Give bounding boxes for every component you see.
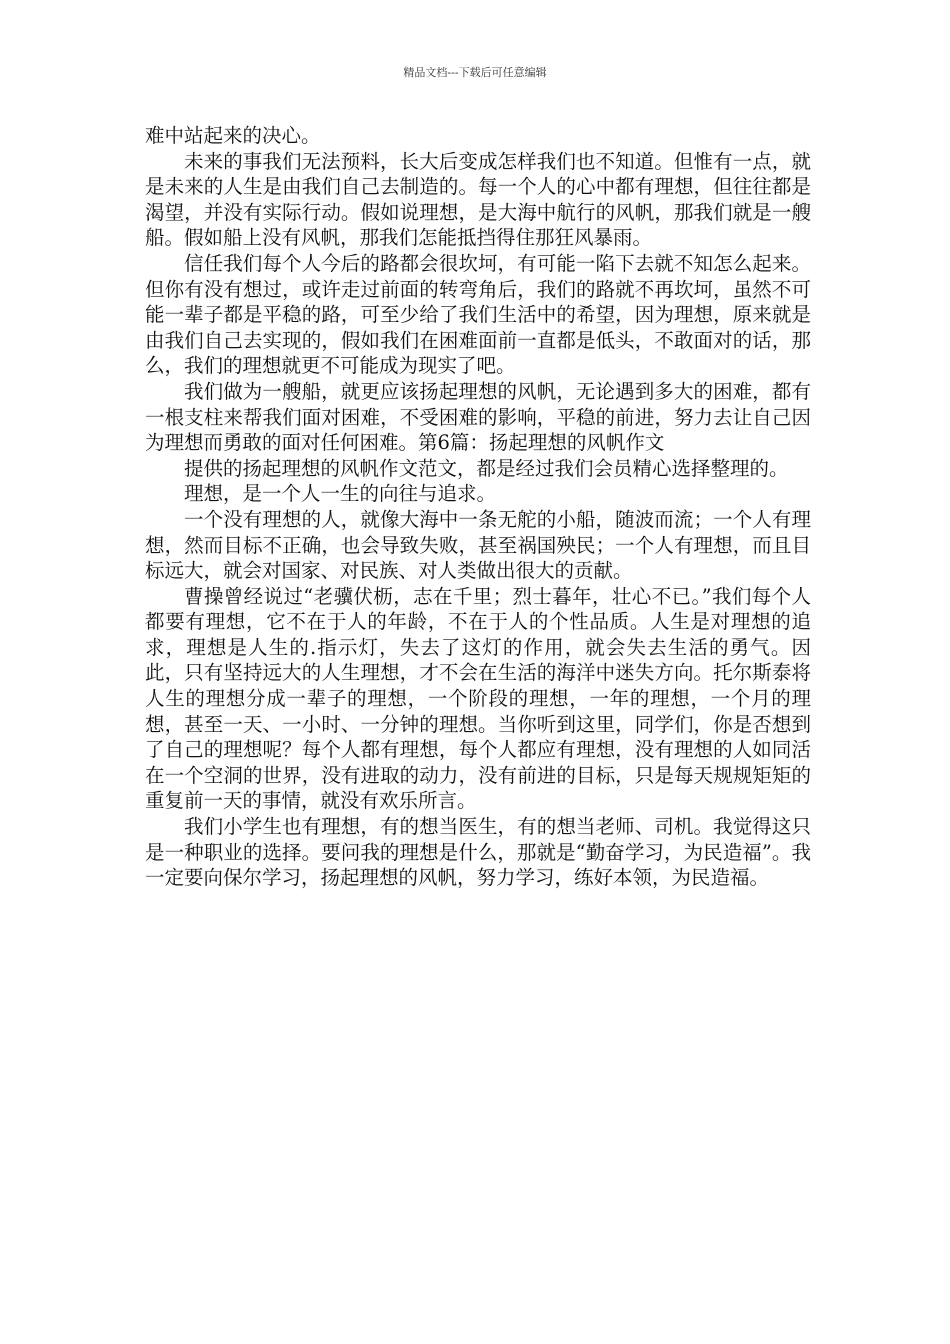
- paragraph: 未来的事我们无法预料，长大后变成怎样我们也不知道。但惟有一点，就是未来的人生是由我们自己去制造的。每一个人的心中都有理想，但往往都是渴望，并没有实际行动。假如说理想，是大海中航行的风帆，那我们就是一艘船。假如船上没有风帆，那我们怎能抵挡得住那狂风暴雨。: [145, 149, 811, 250]
- paragraph: 理想，是一个人一生的向往与追求。: [184, 482, 497, 506]
- page-header: 精品文档---下载后可任意编辑: [403, 66, 547, 79]
- paragraph: 曹操曾经说过“老骥伏枥，志在千里；烈士暮年，壮心不已。”我们每个人都要有理想，它不在于人的年龄，不在于人的个性品质。人生是对理想的追求，理想是人生的.指示灯，失去了这灯的作用，就会失去生活的勇气。因此，只有坚持远大的人生理想，才不会在生活的海洋中迷失方向。托尔斯泰将人生的理想分成一辈子的理想，一个阶段的理想，一年的理想，一个月的理想，甚至一天、一小时、一分钟的理想。当你听到这里，同学们，你是否想到了自己的理想呢？每个人都有理想，每个人都应有理想，没有理想的人如同活在一个空洞的世界，没有进取的动力，没有前进的目标，只是每天规规矩矩的重复前一天的事情，就没有欢乐所言。: [145, 584, 811, 813]
- document-body: [145, 123, 811, 891]
- paragraph: 一个没有理想的人，就像大海中一条无舵的小船，随波而流；一个人有理想，然而目标不正确，也会导致失败，甚至祸国殃民；一个人有理想，而且目标远大，就会对国家、对民族、对人类做出很大的贡献。: [145, 507, 811, 583]
- paragraph: 我们做为一艘船，就更应该扬起理想的风帆，无论遇到多大的困难，都有一根支柱来帮我们面对困难，不受困难的影响，平稳的前进，努力去让自己因为理想而勇敢的面对任何困难。第6篇：扬起理想的风帆作文: [145, 379, 811, 455]
- paragraph: 提供的扬起理想的风帆作文范文，都是经过我们会员精心选择整理的。: [184, 456, 789, 480]
- paragraph-continuation: 难中站起来的决心。: [145, 124, 321, 147]
- paragraph: 信任我们每个人今后的路都会很坎坷，有可能一陷下去就不知怎么起来。但你有没有想过，或许走过前面的转弯角后，我们的路就不再坎坷，虽然不可能一辈子都是平稳的路，可至少给了我们生活中的希望，因为理想，原来就是由我们自己去实现的，假如我们在困难面前一直都是低头，不敢面对的话，那么，我们的理想就更不可能成为现实了吧。: [145, 251, 811, 378]
- paragraph: 我们小学生也有理想，有的想当医生，有的想当老师、司机。我觉得这只是一种职业的选择。要问我的理想是什么，那就是“勤奋学习，为民造福”。我一定要向保尔学习，扬起理想的风帆，努力学习，练好本领，为民造福。: [145, 815, 811, 890]
